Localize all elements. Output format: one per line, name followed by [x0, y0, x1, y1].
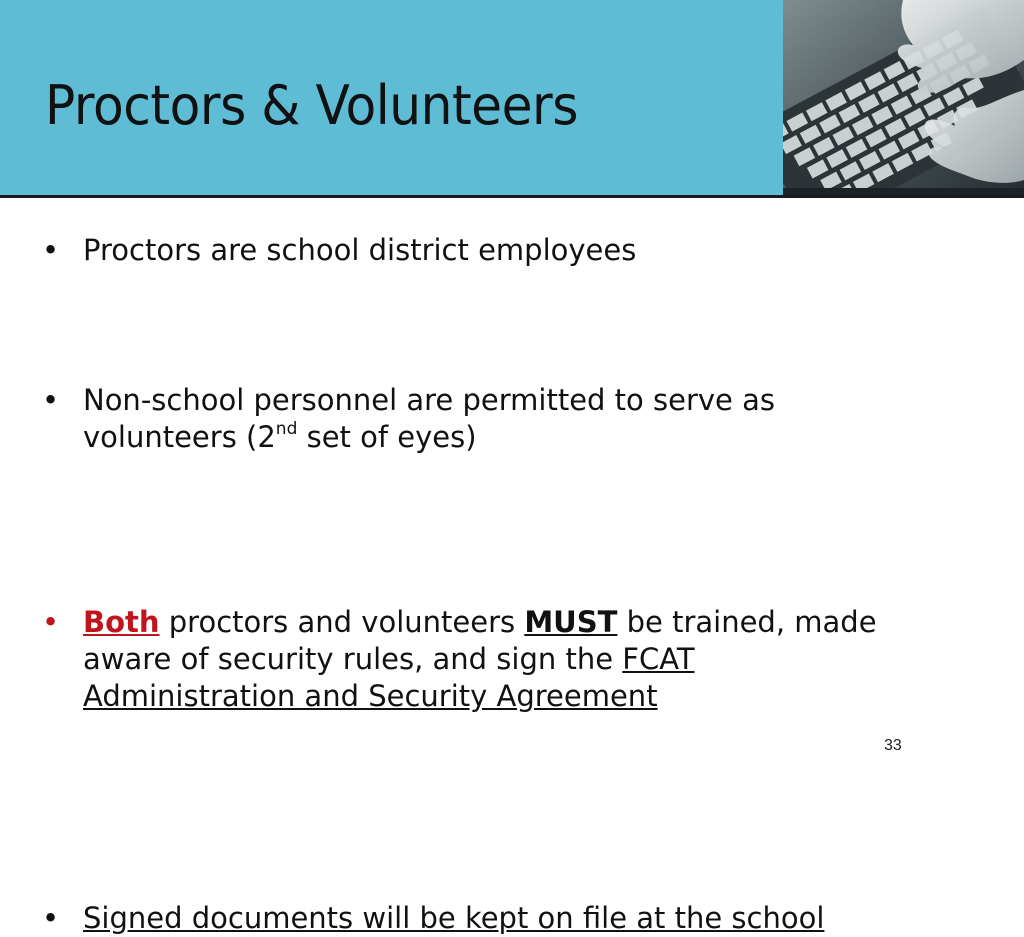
bullet-text: Proctors are school district employees: [83, 233, 637, 267]
bullet-text-part1: proctors and volunteers: [159, 605, 525, 639]
bullet-symbol: •: [42, 233, 60, 267]
bullet-text-line2-pre: aware of security rules, and sign the: [83, 642, 623, 676]
ordinal-superscript: nd: [275, 419, 298, 439]
bullet-item-volunteers: [40, 382, 1023, 456]
bullet-text-line1: Non-school personnel are permitted to serve as: [83, 383, 775, 417]
bullet-item-signed-documents: [40, 900, 1023, 937]
bullet-text-line2-pre: volunteers (2: [83, 420, 276, 454]
page-number: 33: [884, 737, 902, 754]
bullet-text-line2-post: set of eyes): [297, 420, 477, 454]
agreement-name-fcat: FCAT: [622, 642, 695, 676]
agreement-name-rest: Administration and Security Agreement: [83, 679, 658, 713]
bullet-text-part2: be trained, made: [617, 605, 877, 639]
bullet-item-training: [40, 604, 1023, 715]
bullet-symbol: •: [42, 383, 60, 417]
bullet-symbol: •: [42, 605, 60, 639]
bullet-item-proctors: [40, 232, 1023, 269]
bullet-symbol: •: [42, 901, 60, 935]
slide-title: Proctors & Volunteers: [45, 74, 578, 137]
emphasis-both: Both: [83, 605, 160, 639]
emphasis-must: MUST: [524, 605, 618, 639]
hands-typing-on-keyboard-photo: [783, 0, 1024, 195]
bullet-text: Signed documents will be kept on file at the school: [83, 901, 825, 935]
